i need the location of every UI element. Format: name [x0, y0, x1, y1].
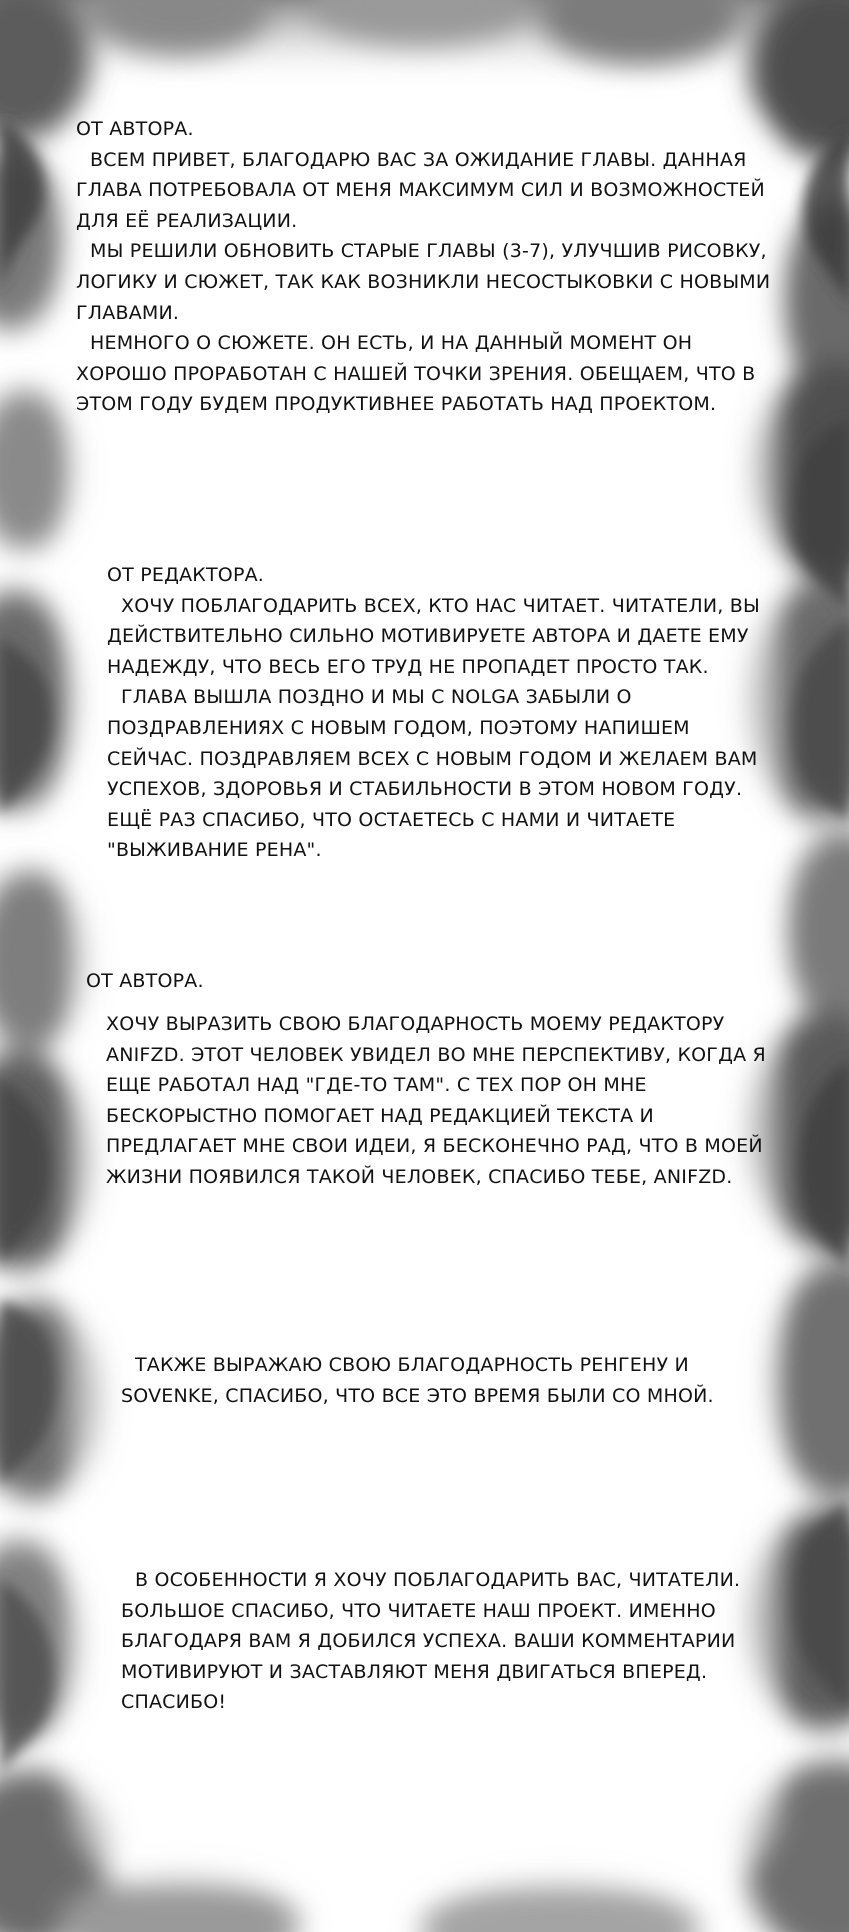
editor-note-paragraph: ХОЧУ ПОБЛАГОДАРИТЬ ВСЕХ, КТО НАС ЧИТАЕТ. ЧИТАТЕЛИ, ВЫ ДЕЙСТВИТЕЛЬНО СИЛЬНО МОТИВИРУЕТЕ АВТОРА И ДАЕТЕ ЕМУ НАДЕЖДУ, ЧТО ВЕСЬ ЕГО ТРУД НЕ ПРОПАДЕТ ПРОСТО ТАК. [107, 594, 760, 678]
author-note-1-title: ОТ АВТОРА. [76, 118, 194, 140]
readers-note-paragraph: В ОСОБЕННОСТИ Я ХОЧУ ПОБЛАГОДАРИТЬ ВАС, ЧИТАТЕЛИ. БОЛЬШОЕ СПАСИБО, ЧТО ЧИТАЕТЕ НАШ ПРОЕКТ. ИМЕННО БЛАГОДАРЯ ВАМ Я ДОБИЛСЯ УСПЕХА. ВАШИ КОММЕНТАРИИ МОТИВИРУЮТ И ЗАСТАВЛЯЮТ МЕНЯ ДВИГАТЬСЯ ВПЕРЕД. СПАСИБО! [121, 1569, 741, 1714]
editor-note-title: ОТ РЕДАКТОРА. [107, 564, 265, 586]
author-note-2-paragraph: ХОЧУ ВЫРАЗИТЬ СВОЮ БЛАГОДАРНОСТЬ МОЕМУ РЕДАКТОРУ ANIFZD. ЭТОТ ЧЕЛОВЕК УВИДЕЛ ВО МНЕ ПЕРСПЕКТИВУ, КОГДА Я ЕЩЕ РАБОТАЛ НАД "ГДЕ-ТО ТАМ". С ТЕХ ПОР ОН МНЕ БЕСКОРЫСТНО ПОМОГАЕТ НАД РЕДАКЦИЕЙ ТЕКСТА И ПРЕДЛАГАЕТ МНЕ СВОИ ИДЕИ, Я БЕСКОНЕЧНО РАД, ЧТО В МОЕЙ ЖИЗНИ ПОЯВИЛСЯ ТАКОЙ ЧЕЛОВЕК, СПАСИБО ТЕБЕ, ANIFZD. [106, 1013, 766, 1188]
author-note-2-title: ОТ АВТОРА. [86, 970, 204, 992]
readers-note [121, 1565, 761, 1718]
author-note-1-paragraph: МЫ РЕШИЛИ ОБНОВИТЬ СТАРЫЕ ГЛАВЫ (3-7), УЛУЧШИВ РИСОВКУ, ЛОГИКУ И СЮЖЕТ, ТАК КАК ВОЗНИКЛИ НЕСОСТЫКОВКИ С НОВЫМИ ГЛАВАМИ. [76, 240, 771, 324]
author-note-1 [76, 114, 776, 420]
author-note-1-paragraph: НЕМНОГО О СЮЖЕТЕ. ОН ЕСТЬ, И НА ДАННЫЙ МОМЕНТ ОН ХОРОШО ПРОРАБОТАН С НАШЕЙ ТОЧКИ ЗРЕНИЯ. ОБЕЩАЕМ, ЧТО В ЭТОМ ГОДУ БУДЕМ ПРОДУКТИВНЕЕ РАБОТАТЬ НАД ПРОЕКТОМ. [76, 332, 756, 416]
editor-note-paragraph: ГЛАВА ВЫШЛА ПОЗДНО И МЫ С NOLGA ЗАБЫЛИ О ПОЗДРАВЛЕНИЯХ С НОВЫМ ГОДОМ, ПОЭТОМУ НАПИШЕМ СЕЙЧАС. ПОЗДРАВЛЯЕМ ВСЕХ С НОВЫМ ГОДОМ И ЖЕЛАЕМ ВАМ УСПЕХОВ, ЗДОРОВЬЯ И СТАБИЛЬНОСТИ В ЭТОМ НОВОМ ГОДУ. ЕЩЁ РАЗ СПАСИБО, ЧТО ОСТАЕТЕСЬ С НАМИ И ЧИТАЕТЕ "ВЫЖИВАНИЕ РЕНА". [107, 686, 758, 862]
thanks-note [121, 1350, 761, 1411]
editor-note [107, 560, 772, 866]
author-note-1-paragraph: ВСЕМ ПРИВЕТ, БЛАГОДАРЮ ВАС ЗА ОЖИДАНИЕ ГЛАВЫ. ДАННАЯ ГЛАВА ПОТРЕБОВАЛА ОТ МЕНЯ МАКСИМУМ СИЛ И ВОЗМОЖНОСТЕЙ ДЛЯ ЕЁ РЕАЛИЗАЦИИ. [76, 148, 765, 232]
author-note-2-heading [86, 966, 386, 997]
thanks-note-paragraph: ТАКЖЕ ВЫРАЖАЮ СВОЮ БЛАГОДАРНОСТЬ РЕНГЕНУ И SOVENKE, СПАСИБО, ЧТО ВСЕ ЭТО ВРЕМЯ БЫЛИ СО МНОЙ. [121, 1354, 714, 1407]
author-note-2 [106, 1009, 766, 1193]
